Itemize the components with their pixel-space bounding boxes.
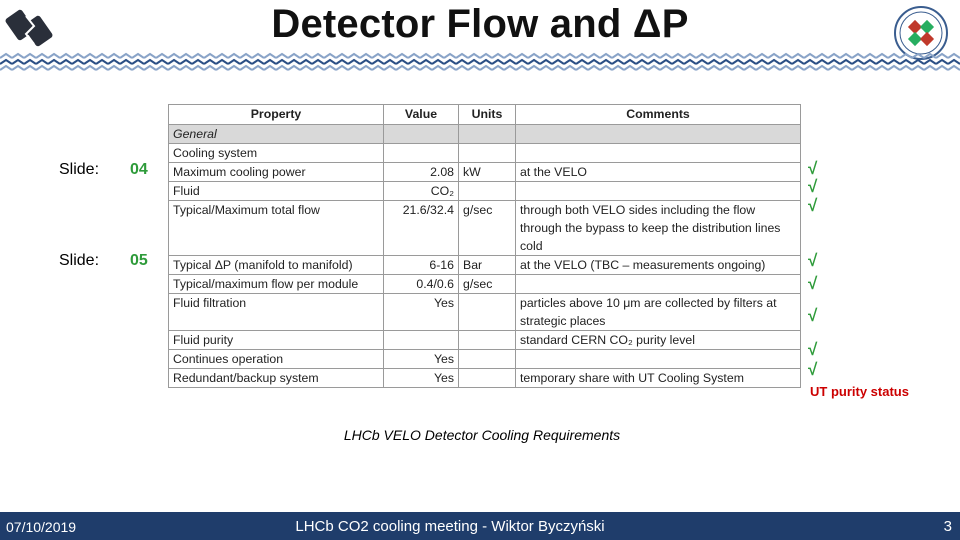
check-icon: √ [808, 196, 818, 215]
units-cell [459, 369, 516, 388]
check-icon: √ [808, 360, 818, 379]
comments-cell [516, 275, 801, 294]
value-cell: 21.6/32.4 [384, 201, 459, 256]
slide-number: 04 [130, 161, 148, 178]
table-row [169, 201, 801, 256]
comments-cell [516, 350, 801, 369]
slide-label: Slide: [59, 161, 100, 178]
table-row [169, 163, 801, 182]
comments-cell [516, 125, 801, 144]
value-cell: CO₂ [384, 182, 459, 201]
table-header-row [169, 105, 801, 125]
property-cell: Redundant/backup system [169, 369, 384, 388]
value-cell: 6-16 [384, 256, 459, 275]
property-cell: Fluid filtration [169, 294, 384, 331]
property-cell: Typical/Maximum total flow [169, 201, 384, 256]
comments-cell: at the VELO [516, 163, 801, 182]
comments-cell: temporary share with UT Cooling System [516, 369, 801, 388]
table-row [169, 350, 801, 369]
value-cell: Yes [384, 294, 459, 331]
property-cell: Maximum cooling power [169, 163, 384, 182]
value-cell: Yes [384, 350, 459, 369]
units-cell [459, 294, 516, 331]
units-cell [459, 331, 516, 350]
comments-cell: through both VELO sides including the flow through the bypass to keep the distribution lines cold [516, 201, 801, 256]
units-cell: g/sec [459, 275, 516, 294]
check-icon: √ [808, 274, 818, 293]
check-icon: √ [808, 177, 818, 196]
check-icon: √ [808, 340, 818, 359]
property-cell: Continues operation [169, 350, 384, 369]
units-cell [459, 182, 516, 201]
decorative-band [0, 52, 960, 74]
column-header: Units [459, 105, 516, 125]
units-cell: Bar [459, 256, 516, 275]
comments-cell: at the VELO (TBC – measurements ongoing) [516, 256, 801, 275]
property-cell: Fluid [169, 182, 384, 201]
table-row [169, 144, 801, 163]
table-row [169, 331, 801, 350]
page-title: Detector Flow and ΔP [271, 2, 689, 46]
table-row [169, 369, 801, 388]
table-row [169, 125, 801, 144]
units-cell [459, 144, 516, 163]
page-number: 3 [943, 518, 952, 535]
property-cell: Fluid purity [169, 331, 384, 350]
table-caption: LHCb VELO Detector Cooling Requirements [343, 427, 621, 443]
slide-label: Slide: [59, 252, 100, 269]
value-cell [384, 331, 459, 350]
value-cell [384, 144, 459, 163]
table-row [169, 275, 801, 294]
value-cell [384, 125, 459, 144]
units-cell [459, 350, 516, 369]
ut-purity-status: UT purity status [810, 384, 909, 399]
check-icon: √ [808, 159, 818, 178]
value-cell: 0.4/0.6 [384, 275, 459, 294]
comments-cell: particles above 10 μm are collected by filters at strategic places [516, 294, 801, 331]
check-icon: √ [808, 251, 818, 270]
table-row [169, 182, 801, 201]
slide-number: 05 [130, 252, 148, 269]
footer-bar [0, 512, 960, 540]
table-row [169, 256, 801, 275]
requirements-table [168, 104, 801, 388]
property-cell: General [169, 125, 384, 144]
check-icon: √ [808, 306, 818, 325]
comments-cell [516, 144, 801, 163]
units-cell: g/sec [459, 201, 516, 256]
comments-cell [516, 182, 801, 201]
footer-date: 07/10/2019 [6, 519, 77, 535]
column-header: Value [384, 105, 459, 125]
column-header: Property [169, 105, 384, 125]
property-cell: Typical ΔP (manifold to manifold) [169, 256, 384, 275]
table-row [169, 294, 801, 331]
units-cell: kW [459, 163, 516, 182]
column-header: Comments [516, 105, 801, 125]
footer-title: LHCb CO2 cooling meeting - Wiktor Byczyński [295, 518, 605, 535]
value-cell: 2.08 [384, 163, 459, 182]
units-cell [459, 125, 516, 144]
value-cell: Yes [384, 369, 459, 388]
property-cell: Cooling system [169, 144, 384, 163]
property-cell: Typical/maximum flow per module [169, 275, 384, 294]
comments-cell: standard CERN CO₂ purity level [516, 331, 801, 350]
